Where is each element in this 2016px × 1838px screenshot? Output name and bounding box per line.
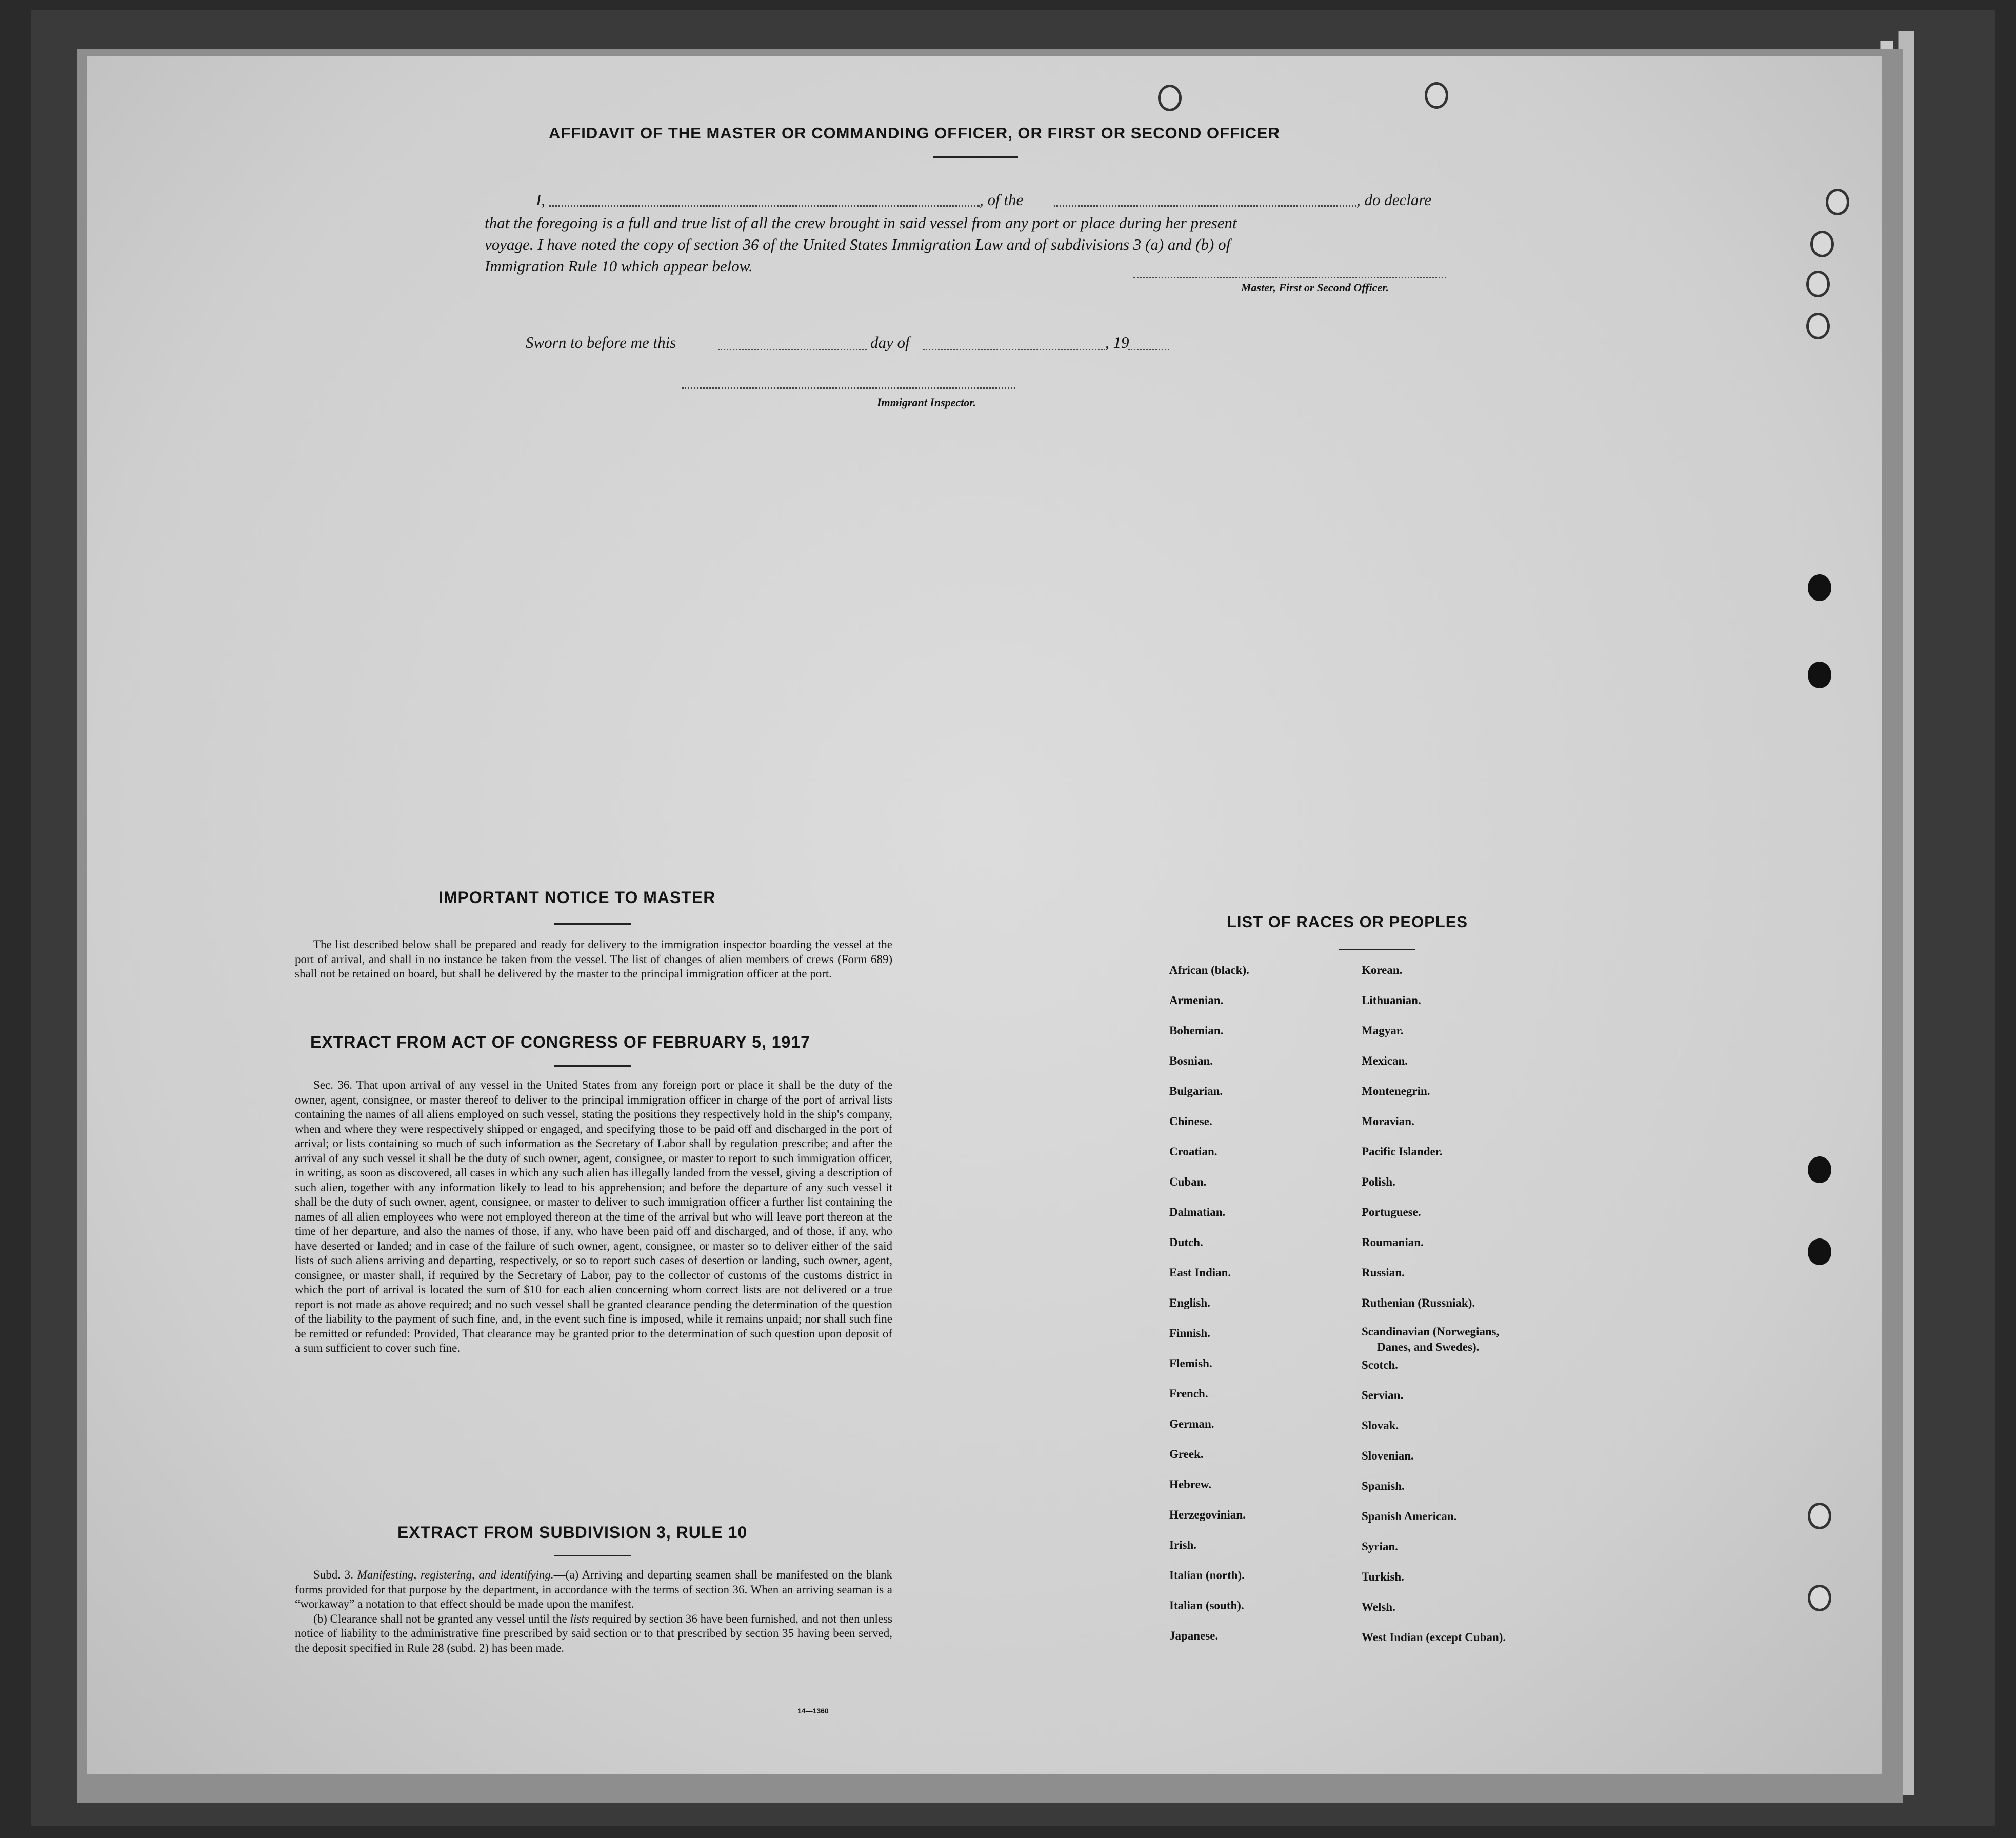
act-underline [554, 1065, 631, 1067]
hole-punch-icon [1808, 574, 1831, 601]
races-right-column [1362, 955, 1506, 1652]
rule-para-b [295, 1612, 892, 1656]
race-item: Bulgarian. [1169, 1085, 1223, 1097]
rule-para-b-lead: (b) Clearance shall not be granted any vessel until the [313, 1612, 570, 1625]
races-title: LIST OF RACES OR PEOPLES [1227, 913, 1468, 931]
race-item: African (black). [1169, 964, 1249, 976]
race-item: English. [1169, 1296, 1210, 1309]
manifest-page [87, 56, 1882, 1774]
margin-mark [82, 1780, 123, 1789]
act-text [295, 1078, 892, 1356]
race-item: German. [1169, 1417, 1214, 1430]
race-item: Chinese. [1169, 1115, 1212, 1128]
race-item: Mexican. [1362, 1054, 1408, 1067]
rule-para-a-body: —(a) Arriving and departing seamen shall be manifested on the blank forms provided for that purpose by the department, in accordance with the terms of section 36. When an arriving seaman is a “workaway” a notation to that effect should be made upon the manifest. [295, 1568, 892, 1610]
hole-punch-icon [1158, 85, 1182, 111]
race-item: Italian (north). [1169, 1569, 1245, 1582]
race-item: French. [1169, 1387, 1208, 1400]
race-item: West Indian (except Cuban). [1362, 1631, 1506, 1644]
affidavit-title: AFFIDAVIT OF THE MASTER OR COMMANDING OFFICER, OR FIRST OR SECOND OFFICER [549, 124, 1281, 142]
race-item: Russian. [1362, 1266, 1405, 1279]
notice-text [295, 937, 892, 982]
race-item: Dutch. [1169, 1236, 1203, 1249]
races-underline [1339, 949, 1415, 950]
inspector-signature-blank[interactable] [682, 387, 1015, 389]
name-blank[interactable] [549, 205, 980, 207]
race-item: Spanish American. [1362, 1510, 1457, 1523]
notice-underline [554, 923, 631, 925]
act-section-36: Sec. 36. That upon arrival of any vessel in the United States from any foreign port or place it shall be the duty of the owner, agent, consignee, or master thereof to deliver to the principal immigration officer in charge of the port of arrival lists containing the names of all aliens employed on such vessel, stating the positions they respectively hold in the ship's company, when and where they were respectively shipped or engaged, and specifying those to be paid off and discharged in the port of arrival; or lists containing so much of such information as the Secretary of Labor shall by regulation prescribe; and after the arrival of any such vessel it shall be the duty of such owner, agent, consignee, or master to report to such immigration officer, in writing, as soon as discovered, all cases in which any such alien has illegally landed from the vessel, giving a description of such alien, together with any information likely to lead to his apprehension; and before the departure of any such vessel it shall be the duty of such owner, agent, consignee, or master to deliver to such immigration officer a further list containing the names of all alien employees who were not employed thereon at the time of the arrival but who will leave port thereon at the time of her departure, and also the names of those, if any, who have been paid off and discharged, and of those, if any, who have deserted or landed; and in case of the failure of such owner, agent, consignee, or master so to deliver either of the said lists of such aliens arriving and departing, respectively, or so to report such cases of desertion or landing, such owner, agent, consignee, or master shall, if required by the Secretary of Labor, pay to the collector of customs of the customs district in which the port of arrival is located the sum of $10 for each alien concerning whom correct lists are not delivered or a true report is not made as above required; and no such vessel shall be granted clearance pending the determination of the question of the liability to the payment of such fine, and, in the event such fine is imposed, while it remains unpaid; nor shall such fine be remitted or refunded: Provided, That clearance may be granted prior to the determination of such question upon deposit of a sum sufficient to cover such fine. [295, 1078, 892, 1354]
rule-para-a [295, 1568, 892, 1612]
race-item: Greek. [1169, 1448, 1204, 1461]
rule-para-b-body: required by section 36 have been furnished, and not then unless notice of liability to the administrative fine prescribed by said section or to that prescribed by section 35 having been served, the deposit specified in Rule 28 (subd. 2) has been made. [295, 1612, 892, 1654]
race-item: Japanese. [1169, 1629, 1219, 1642]
affidavit-line2: that the foregoing is a full and true list of all the crew brought in said vessel from any port or place during her present [485, 214, 1237, 232]
rule-title: EXTRACT FROM SUBDIVISION 3, RULE 10 [397, 1523, 748, 1542]
affidavit-line1-end: , do declare [1356, 191, 1432, 209]
affidavit-line1-prefix: I, [536, 191, 546, 209]
race-item: Italian (south). [1169, 1599, 1244, 1612]
rule-underline [554, 1555, 631, 1556]
race-item: Pacific Islander. [1362, 1145, 1443, 1158]
race-item: Turkish. [1362, 1570, 1404, 1583]
race-item: Korean. [1362, 964, 1403, 976]
race-item: Montenegrin. [1362, 1085, 1430, 1097]
race-item: Roumanian. [1362, 1236, 1424, 1249]
race-item: Magyar. [1362, 1024, 1404, 1037]
race-item: Lithuanian. [1362, 994, 1421, 1007]
sworn-month-blank[interactable] [923, 349, 1105, 350]
race-item: Bosnian. [1169, 1054, 1213, 1067]
notice-paragraph: The list described below shall be prepared and ready for delivery to the immigration inspector boarding the vessel at the port of arrival, and shall in no instance be taken from the vessel. The list of changes of alien members of crews (Form 689) shall not be retained on board, but shall be delivered by the master to the principal immigration officer at the port. [295, 938, 892, 980]
title-underline [933, 156, 1018, 158]
affidavit-line1-mid: , of the [980, 191, 1024, 209]
race-item: Slovak. [1362, 1419, 1399, 1432]
races-left-column [1169, 955, 1249, 1651]
race-item: Croatian. [1169, 1145, 1217, 1158]
sworn-year-label: , 19 [1105, 333, 1129, 351]
race-item: Scandinavian (Norwegians, [1362, 1325, 1500, 1338]
race-item: Armenian. [1169, 994, 1224, 1007]
race-item: Bohemian. [1169, 1024, 1224, 1037]
hole-punch-icon [1808, 662, 1831, 688]
hole-punch-icon [1808, 1585, 1831, 1611]
race-item: Ruthenian (Russniak). [1362, 1296, 1475, 1309]
act-title: EXTRACT FROM ACT OF CONGRESS OF FEBRUARY 5, 1917 [310, 1033, 810, 1051]
race-item: Finnish. [1169, 1327, 1210, 1340]
rule-para-a-lead: Subd. 3. [313, 1568, 357, 1581]
affidavit-line4: Immigration Rule 10 which appear below. [485, 257, 753, 275]
sworn-prefix: Sworn to before me this [526, 333, 676, 351]
race-item: Hebrew. [1169, 1478, 1211, 1491]
race-item: Dalmatian. [1169, 1206, 1226, 1218]
race-item: Danes, and Swedes). [1377, 1341, 1480, 1353]
hole-punch-icon [1808, 1503, 1831, 1529]
race-item: Portuguese. [1362, 1206, 1421, 1218]
signature-label: Master, First or Second Officer. [1241, 281, 1389, 294]
vessel-blank[interactable] [1054, 205, 1356, 207]
rule-para-b-italic: lists [570, 1612, 589, 1625]
bleed-through-heading [1292, 126, 1311, 161]
hole-punch-icon [1425, 82, 1448, 109]
hole-punch-icon [1808, 1238, 1831, 1265]
race-item: Slovenian. [1362, 1449, 1414, 1462]
race-item: Irish. [1169, 1539, 1197, 1551]
race-item: Scotch. [1362, 1358, 1398, 1371]
race-item: Moravian. [1362, 1115, 1414, 1128]
rule-para-a-italic: Manifesting, registering, and identifying. [357, 1568, 554, 1581]
hole-punch-icon [1826, 189, 1849, 215]
affidavit-line3: voyage. I have noted the copy of section 36 of the United States Immigration Law and of subdivisions 3 (a) and (b) of [485, 235, 1231, 253]
race-item: Spanish. [1362, 1480, 1405, 1492]
race-item: Flemish. [1169, 1357, 1212, 1370]
hole-punch-icon [1808, 1156, 1831, 1183]
sworn-year-blank[interactable] [1128, 349, 1169, 350]
race-item: Syrian. [1362, 1540, 1398, 1553]
hole-punch-icon [1806, 271, 1830, 297]
hole-punch-icon [1806, 313, 1830, 339]
form-number: 14—1360 [797, 1707, 829, 1715]
hole-punch-icon [1810, 231, 1834, 257]
sworn-day-blank[interactable] [718, 349, 867, 350]
inspector-label: Immigrant Inspector. [877, 396, 976, 409]
sworn-day-label: day of [870, 333, 910, 351]
race-item: Polish. [1362, 1175, 1395, 1188]
notice-title: IMPORTANT NOTICE TO MASTER [438, 888, 716, 907]
race-item: Servian. [1362, 1389, 1404, 1402]
race-item: Welsh. [1362, 1601, 1395, 1613]
rule-text [295, 1568, 892, 1655]
race-item: East Indian. [1169, 1266, 1231, 1279]
race-item: Herzegovinian. [1169, 1508, 1246, 1521]
race-item: Cuban. [1169, 1175, 1207, 1188]
signature-blank[interactable] [1133, 277, 1446, 278]
